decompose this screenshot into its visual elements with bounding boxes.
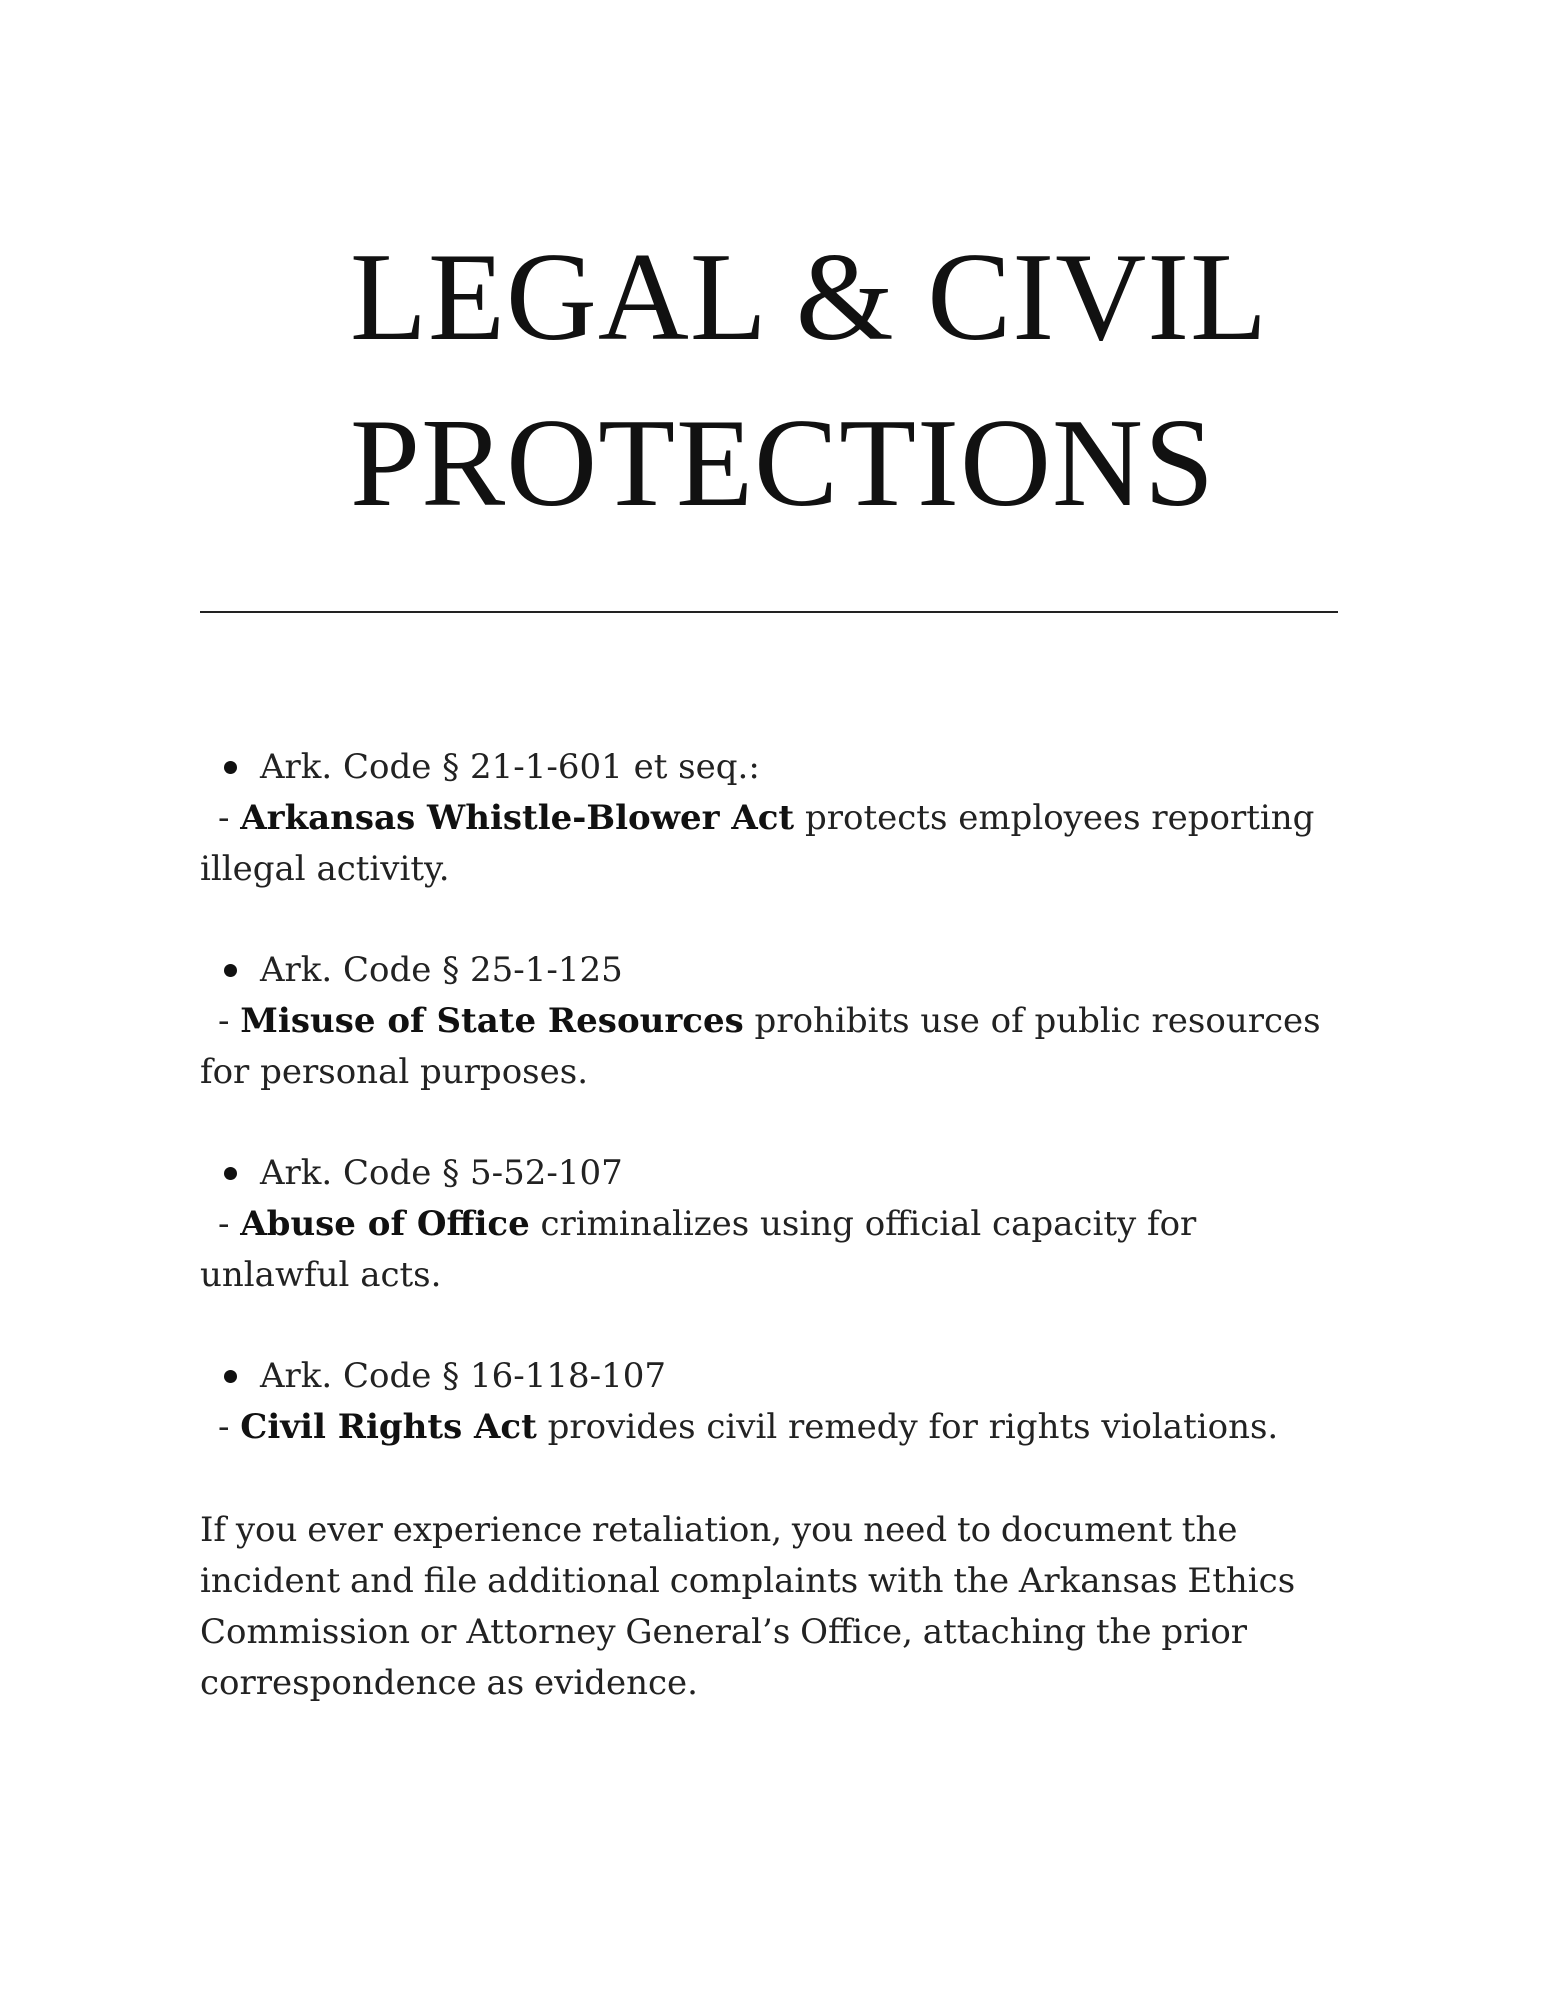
law-description <box>200 1199 1345 1301</box>
law-code: Ark. Code § 25-1-125 <box>260 950 623 990</box>
law-dash: - <box>218 1204 241 1244</box>
content-body <box>200 742 1345 1709</box>
law-item <box>200 1351 1345 1453</box>
page-title <box>350 215 1350 547</box>
retaliation-note: If you ever experience retaliation, you need to document the incident and file additional complaints with the Arkansas Ethics Commission or Attorney General’s Office, attaching the prior correspondence as evidence. <box>200 1510 1296 1703</box>
law-code-line <box>200 742 1345 793</box>
law-code: Ark. Code § 16-118-107 <box>260 1356 667 1396</box>
law-text: protects employees reporting illegal activity. <box>200 798 1315 889</box>
law-dash: - <box>218 1001 241 1041</box>
law-description <box>200 996 1345 1098</box>
bullet-icon <box>224 1370 237 1383</box>
bullet-icon <box>224 964 237 977</box>
law-code-line <box>200 1351 1345 1402</box>
law-text: criminalizes using official capacity for unlawful acts. <box>200 1204 1197 1295</box>
law-dash: - <box>218 1407 241 1447</box>
law-item <box>200 1148 1345 1301</box>
law-text: provides civil remedy for rights violations. <box>536 1407 1279 1447</box>
horizontal-divider <box>200 611 1338 613</box>
law-name: Abuse of Office <box>240 1204 530 1244</box>
bullet-icon <box>224 1167 237 1180</box>
law-item <box>200 945 1345 1098</box>
law-code-line <box>200 945 1345 996</box>
title-line-2: PROTECTIONS <box>350 394 1216 533</box>
bullet-icon <box>224 761 237 774</box>
law-name: Civil Rights Act <box>240 1407 537 1447</box>
title-line-1: LEGAL & CIVIL <box>350 228 1269 367</box>
law-name: Misuse of State Resources <box>240 1001 744 1041</box>
law-description <box>200 1402 1345 1453</box>
law-code-line <box>200 1148 1345 1199</box>
law-text: prohibits use of public resources for personal purposes. <box>200 1001 1321 1092</box>
law-code: Ark. Code § 5-52-107 <box>260 1153 623 1193</box>
law-description <box>200 793 1345 895</box>
law-code: Ark. Code § 21-1-601 et seq.: <box>260 747 760 787</box>
law-item <box>200 742 1345 895</box>
law-dash: - <box>218 798 241 838</box>
law-name: Arkansas Whistle-Blower Act <box>240 798 795 838</box>
